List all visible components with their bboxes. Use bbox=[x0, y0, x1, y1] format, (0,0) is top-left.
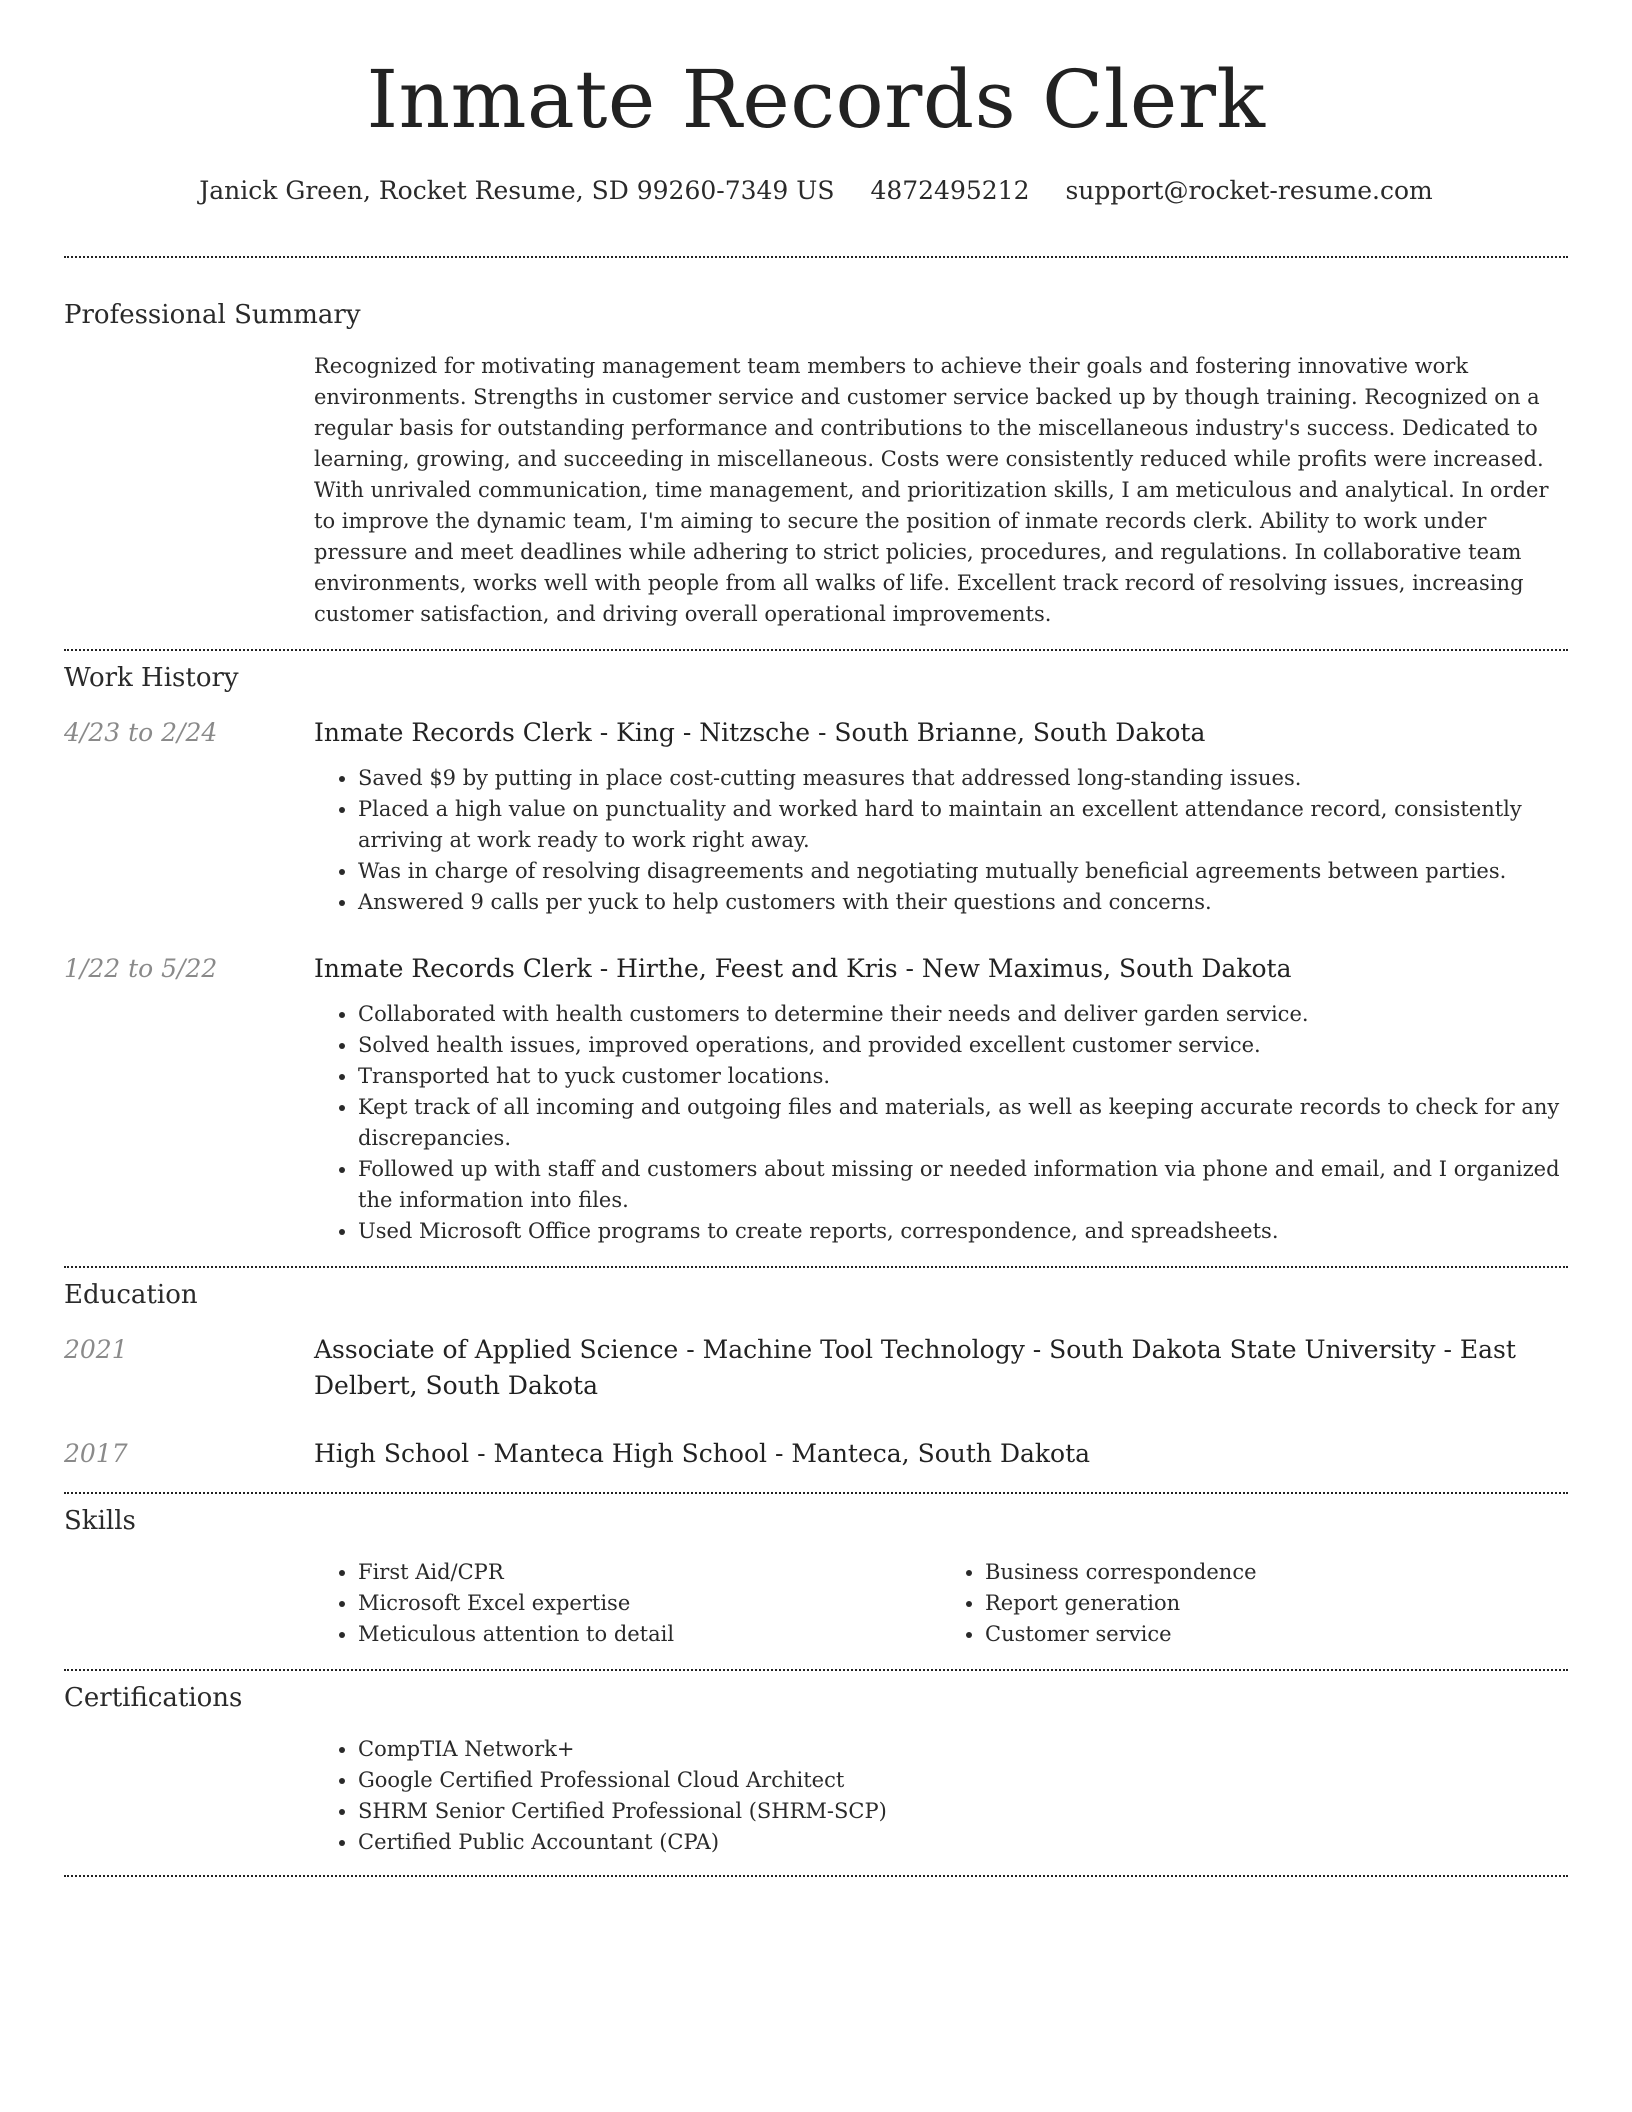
summary-row bbox=[64, 351, 1568, 630]
list-item: • Customer service bbox=[985, 1619, 1568, 1650]
list-item: • Google Certified Professional Cloud Architect bbox=[358, 1765, 1568, 1796]
skills-row bbox=[64, 1557, 1568, 1650]
education-year: 2017 bbox=[64, 1439, 128, 1468]
skills-grid bbox=[314, 1557, 1568, 1650]
job-bullets bbox=[314, 999, 1568, 1247]
list-item: • SHRM Senior Certified Professional (SHRM-SCP) bbox=[358, 1796, 1568, 1827]
list-item: • Meticulous attention to detail bbox=[358, 1619, 941, 1650]
list-item: • Certified Public Accountant (CPA) bbox=[358, 1827, 1568, 1858]
list-item: • Collaborated with health customers to determine their needs and deliver garden service. bbox=[358, 999, 1568, 1030]
list-item: • Placed a high value on punctuality and worked hard to maintain an excellent attendance record, consistently arriving at work ready to work right away. bbox=[358, 794, 1568, 856]
contact-address: Janick Green, Rocket Resume, SD 99260-7349 US bbox=[199, 176, 835, 205]
section-heading-education: Education bbox=[64, 1280, 198, 1310]
job-title: Inmate Records Clerk - King - Nitzsche - South Brianne, South Dakota bbox=[314, 718, 1206, 747]
summary-spacer bbox=[64, 351, 314, 630]
list-item: • Used Microsoft Office programs to create reports, correspondence, and spreadsheets. bbox=[358, 1216, 1568, 1247]
summary-text: Recognized for motivating management team members to achieve their goals and fostering innovative work environments. Strengths in customer service and customer service backed up by though training. Recognized on a regular basis for outstanding performance and contributions to the miscellaneous industry's success. Dedicated to learning, growing, and succeeding in miscellaneous. Costs were consistently reduced while profits were increased. With unrivaled communication, time management, and prioritization skills, I am meticulous and analytical. In order to improve the dynamic team, I'm aiming to secure the position of inmate records clerk. Ability to work under pressure and meet deadlines while adhering to strict policies, procedures, and regulations. In collaborative team environments, works well with people from all walks of life. Excellent track record of resolving issues, increasing customer satisfaction, and driving overall operational improvements. bbox=[314, 354, 1549, 626]
list-item: • Microsoft Excel expertise bbox=[358, 1588, 941, 1619]
certifications-spacer bbox=[64, 1734, 314, 1858]
education-entry bbox=[64, 1332, 1568, 1404]
education-year: 2021 bbox=[64, 1335, 128, 1364]
divider bbox=[64, 1875, 1568, 1877]
list-item: • Followed up with staff and customers about missing or needed information via phone and email, and I organized the information into files. bbox=[358, 1154, 1568, 1216]
list-item: • Transported hat to yuck customer locations. bbox=[358, 1061, 1568, 1092]
divider bbox=[64, 1492, 1568, 1494]
job-bullets bbox=[314, 763, 1568, 918]
job-dates: 1/22 to 5/22 bbox=[64, 954, 218, 983]
job-title: Inmate Records Clerk - Hirthe, Feest and Kris - New Maximus, South Dakota bbox=[314, 954, 1292, 983]
list-item: • Answered 9 calls per yuck to help customers with their questions and concerns. bbox=[358, 887, 1568, 918]
divider bbox=[64, 649, 1568, 651]
resume-title: Inmate Records Clerk bbox=[366, 53, 1266, 146]
list-item: • Solved health issues, improved operations, and provided excellent customer service. bbox=[358, 1030, 1568, 1061]
list-item: • CompTIA Network+ bbox=[358, 1734, 1568, 1765]
divider bbox=[64, 256, 1568, 258]
list-item: • Saved $9 by putting in place cost-cutting measures that addressed long-standing issues. bbox=[358, 763, 1568, 794]
skills-spacer bbox=[64, 1557, 314, 1650]
section-heading-skills: Skills bbox=[64, 1506, 136, 1536]
divider bbox=[64, 1669, 1568, 1671]
divider bbox=[64, 1266, 1568, 1268]
education-title: High School - Manteca High School - Manteca, South Dakota bbox=[314, 1439, 1091, 1468]
list-item: • Business correspondence bbox=[985, 1557, 1568, 1588]
education-entry bbox=[64, 1436, 1568, 1472]
job-entry bbox=[64, 715, 1568, 918]
section-heading-summary: Professional Summary bbox=[64, 300, 361, 330]
contact-phone: 4872495212 bbox=[870, 176, 1030, 205]
section-heading-certifications: Certifications bbox=[64, 1683, 243, 1713]
contact-line bbox=[64, 176, 1568, 206]
education-title: Associate of Applied Science - Machine Tool Technology - South Dakota State University - East Delbert, South Dakota bbox=[314, 1335, 1516, 1400]
list-item: • Was in charge of resolving disagreements and negotiating mutually beneficial agreements between parties. bbox=[358, 856, 1568, 887]
list-item: • Report generation bbox=[985, 1588, 1568, 1619]
list-item: • Kept track of all incoming and outgoing files and materials, as well as keeping accurate records to check for any discrepancies. bbox=[358, 1092, 1568, 1154]
skills-list bbox=[941, 1557, 1568, 1650]
certifications-list bbox=[314, 1734, 1568, 1858]
contact-email: support@rocket-resume.com bbox=[1065, 176, 1433, 205]
skills-list bbox=[314, 1557, 941, 1650]
job-dates: 4/23 to 2/24 bbox=[64, 718, 218, 747]
job-entry bbox=[64, 951, 1568, 1247]
certifications-row bbox=[64, 1734, 1568, 1858]
list-item: • First Aid/CPR bbox=[358, 1557, 941, 1588]
section-heading-work: Work History bbox=[64, 663, 239, 693]
